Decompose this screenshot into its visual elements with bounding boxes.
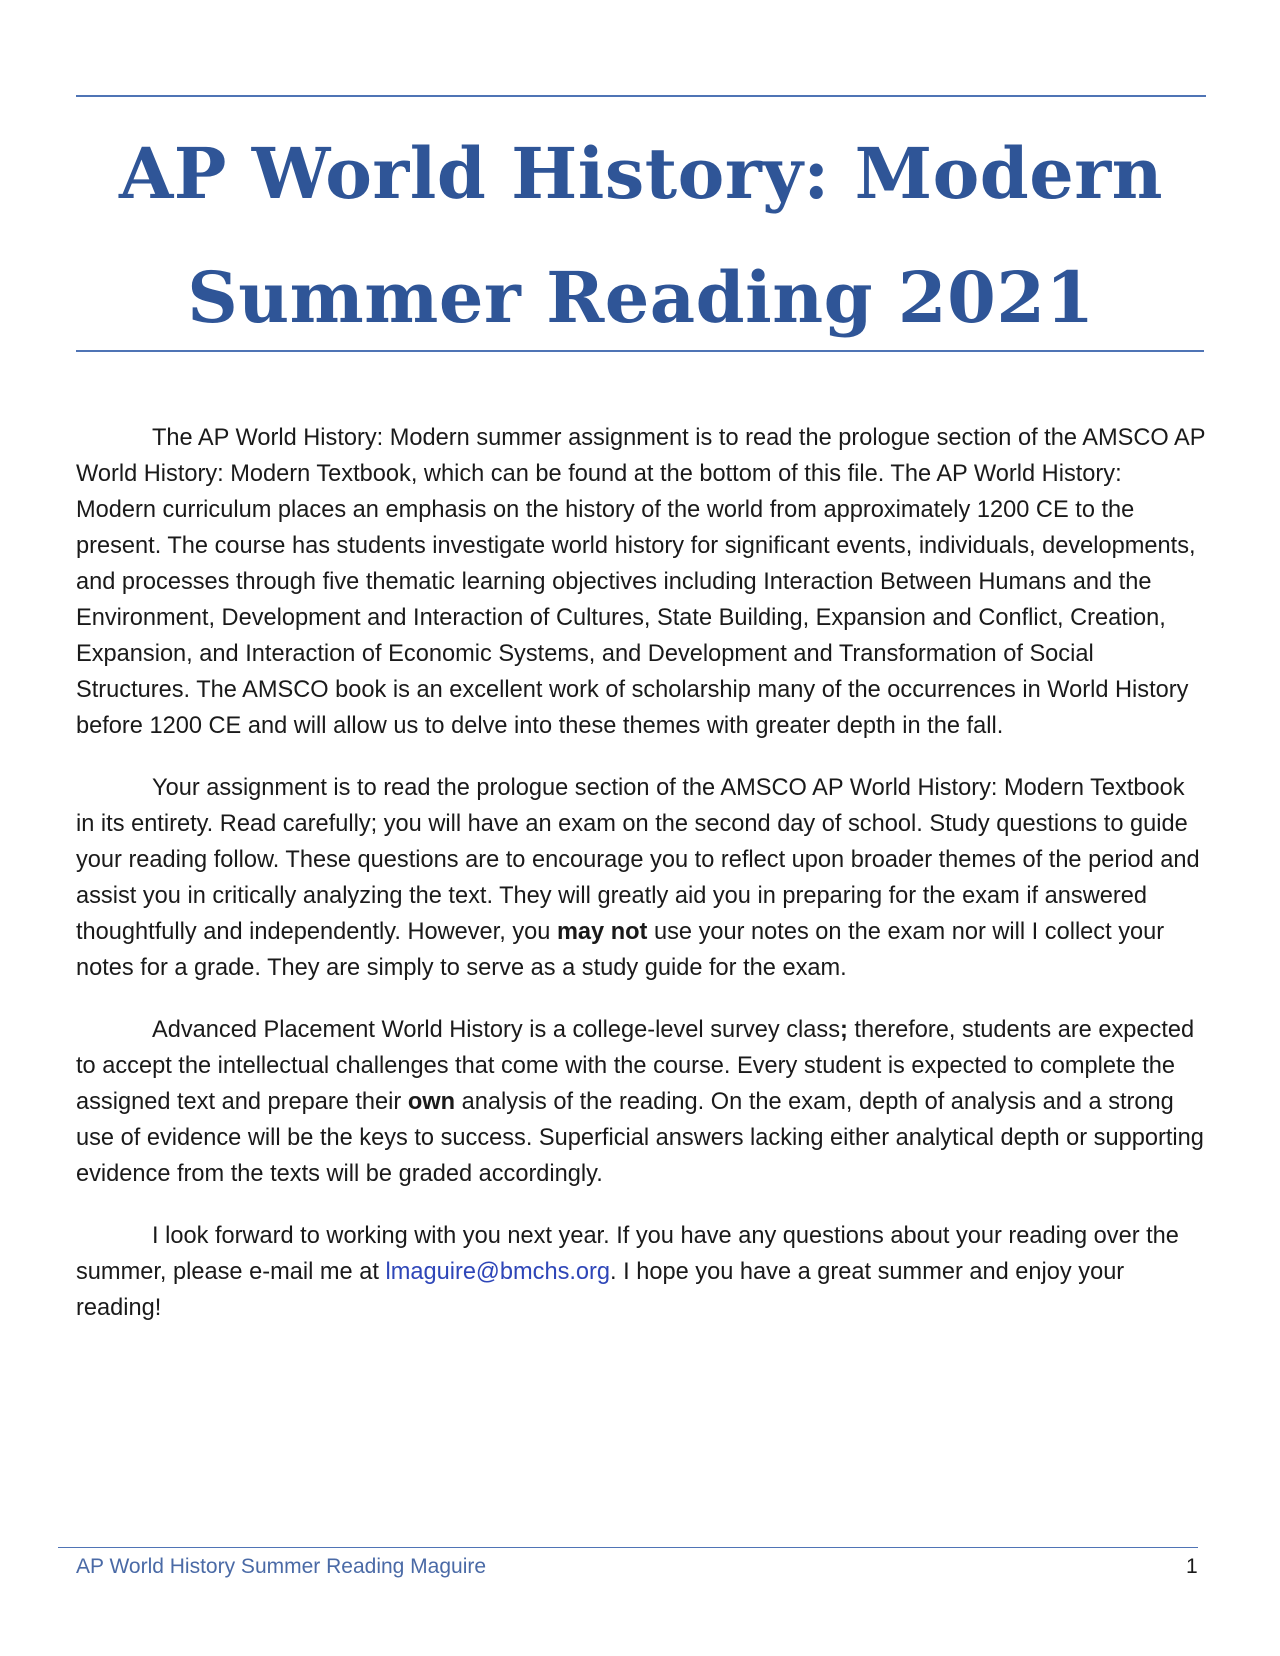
top-divider	[76, 95, 1206, 97]
paragraph-assignment-text-b: use your notes on the exam nor will I collect your notes for a grade. They are simply to serve as a study guide for the exam.	[76, 919, 1165, 981]
paragraph-assignment-text-a: Your assignment is to read the prologue section of the AMSCO AP World History: Modern Textbook in its entirety. Read carefully; you will have an exam on the second day of school. Study questions to guide your reading follow. These questions are to encourage you to reflect upon broader themes of the period and assist you in critically analyzing the text. They will greatly aid you in preparing for the exam if answered thoughtfully and independently. However, you	[76, 775, 1200, 945]
paragraph-intro-text: The AP World History: Modern summer assignment is to read the prologue section of the AMSCO AP World History: Modern Textbook, which can be found at the bottom of this file. The AP World History: Modern curriculum places an emphasis on the history of the world from approximately 1200 CE to the present. The course has students investigate world history for significant events, individuals, developments, and processes through five thematic learning objectives including Interaction Between Humans and the Environment, Development and Interaction of Cultures, State Building, Expansion and Conflict, Creation, Expansion, and Interaction of Economic Systems, and Development and Transformation of Social Structures. The AMSCO book is an excellent work of scholarship many of the occurrences in World History before 1200 CE and will allow us to delve into these themes with greater depth in the fall.	[76, 425, 1206, 739]
paragraph-closing-text-b: . I hope you have a great summer and enjoy your reading!	[76, 1259, 1125, 1321]
emphasis-semicolon: ;	[840, 1017, 848, 1043]
page-number: 1	[1186, 1555, 1198, 1578]
footer-divider	[58, 1547, 1198, 1548]
document-body	[76, 420, 1208, 1352]
emphasis-own: own	[407, 1089, 456, 1115]
paragraph-intro	[76, 420, 1208, 744]
paragraph-expectations-text-a: Advanced Placement World History is a college-level survey class	[152, 1017, 840, 1043]
paragraph-expectations	[76, 1012, 1208, 1192]
paragraph-closing-text-a: I look forward to working with you next year. If you have any questions about your reading over the summer, please e-mail me at	[76, 1223, 1179, 1285]
paragraph-closing	[76, 1218, 1208, 1326]
title-bottom-divider	[76, 350, 1204, 352]
footer-title: AP World History Summer Reading Maguire	[76, 1555, 487, 1578]
page-title	[76, 112, 1206, 360]
email-link[interactable]: lmaguire@bmchs.org	[385, 1259, 611, 1285]
emphasis-may-not: may not	[556, 919, 648, 945]
title-line-2: Summer Reading 2021	[187, 256, 1095, 339]
paragraph-expectations-text-c: analysis of the reading. On the exam, depth of analysis and a strong use of evidence will be the keys to success. Superficial answers lacking either analytical depth or supporting evidence from the texts will be graded accordingly.	[76, 1089, 1204, 1187]
paragraph-assignment	[76, 770, 1208, 986]
paragraph-expectations-text-b: therefore, students are expected to accept the intellectual challenges that come with the course. Every student is expected to complete the assigned text and prepare their	[76, 1017, 1195, 1115]
title-line-1: AP World History: Modern	[118, 132, 1164, 215]
